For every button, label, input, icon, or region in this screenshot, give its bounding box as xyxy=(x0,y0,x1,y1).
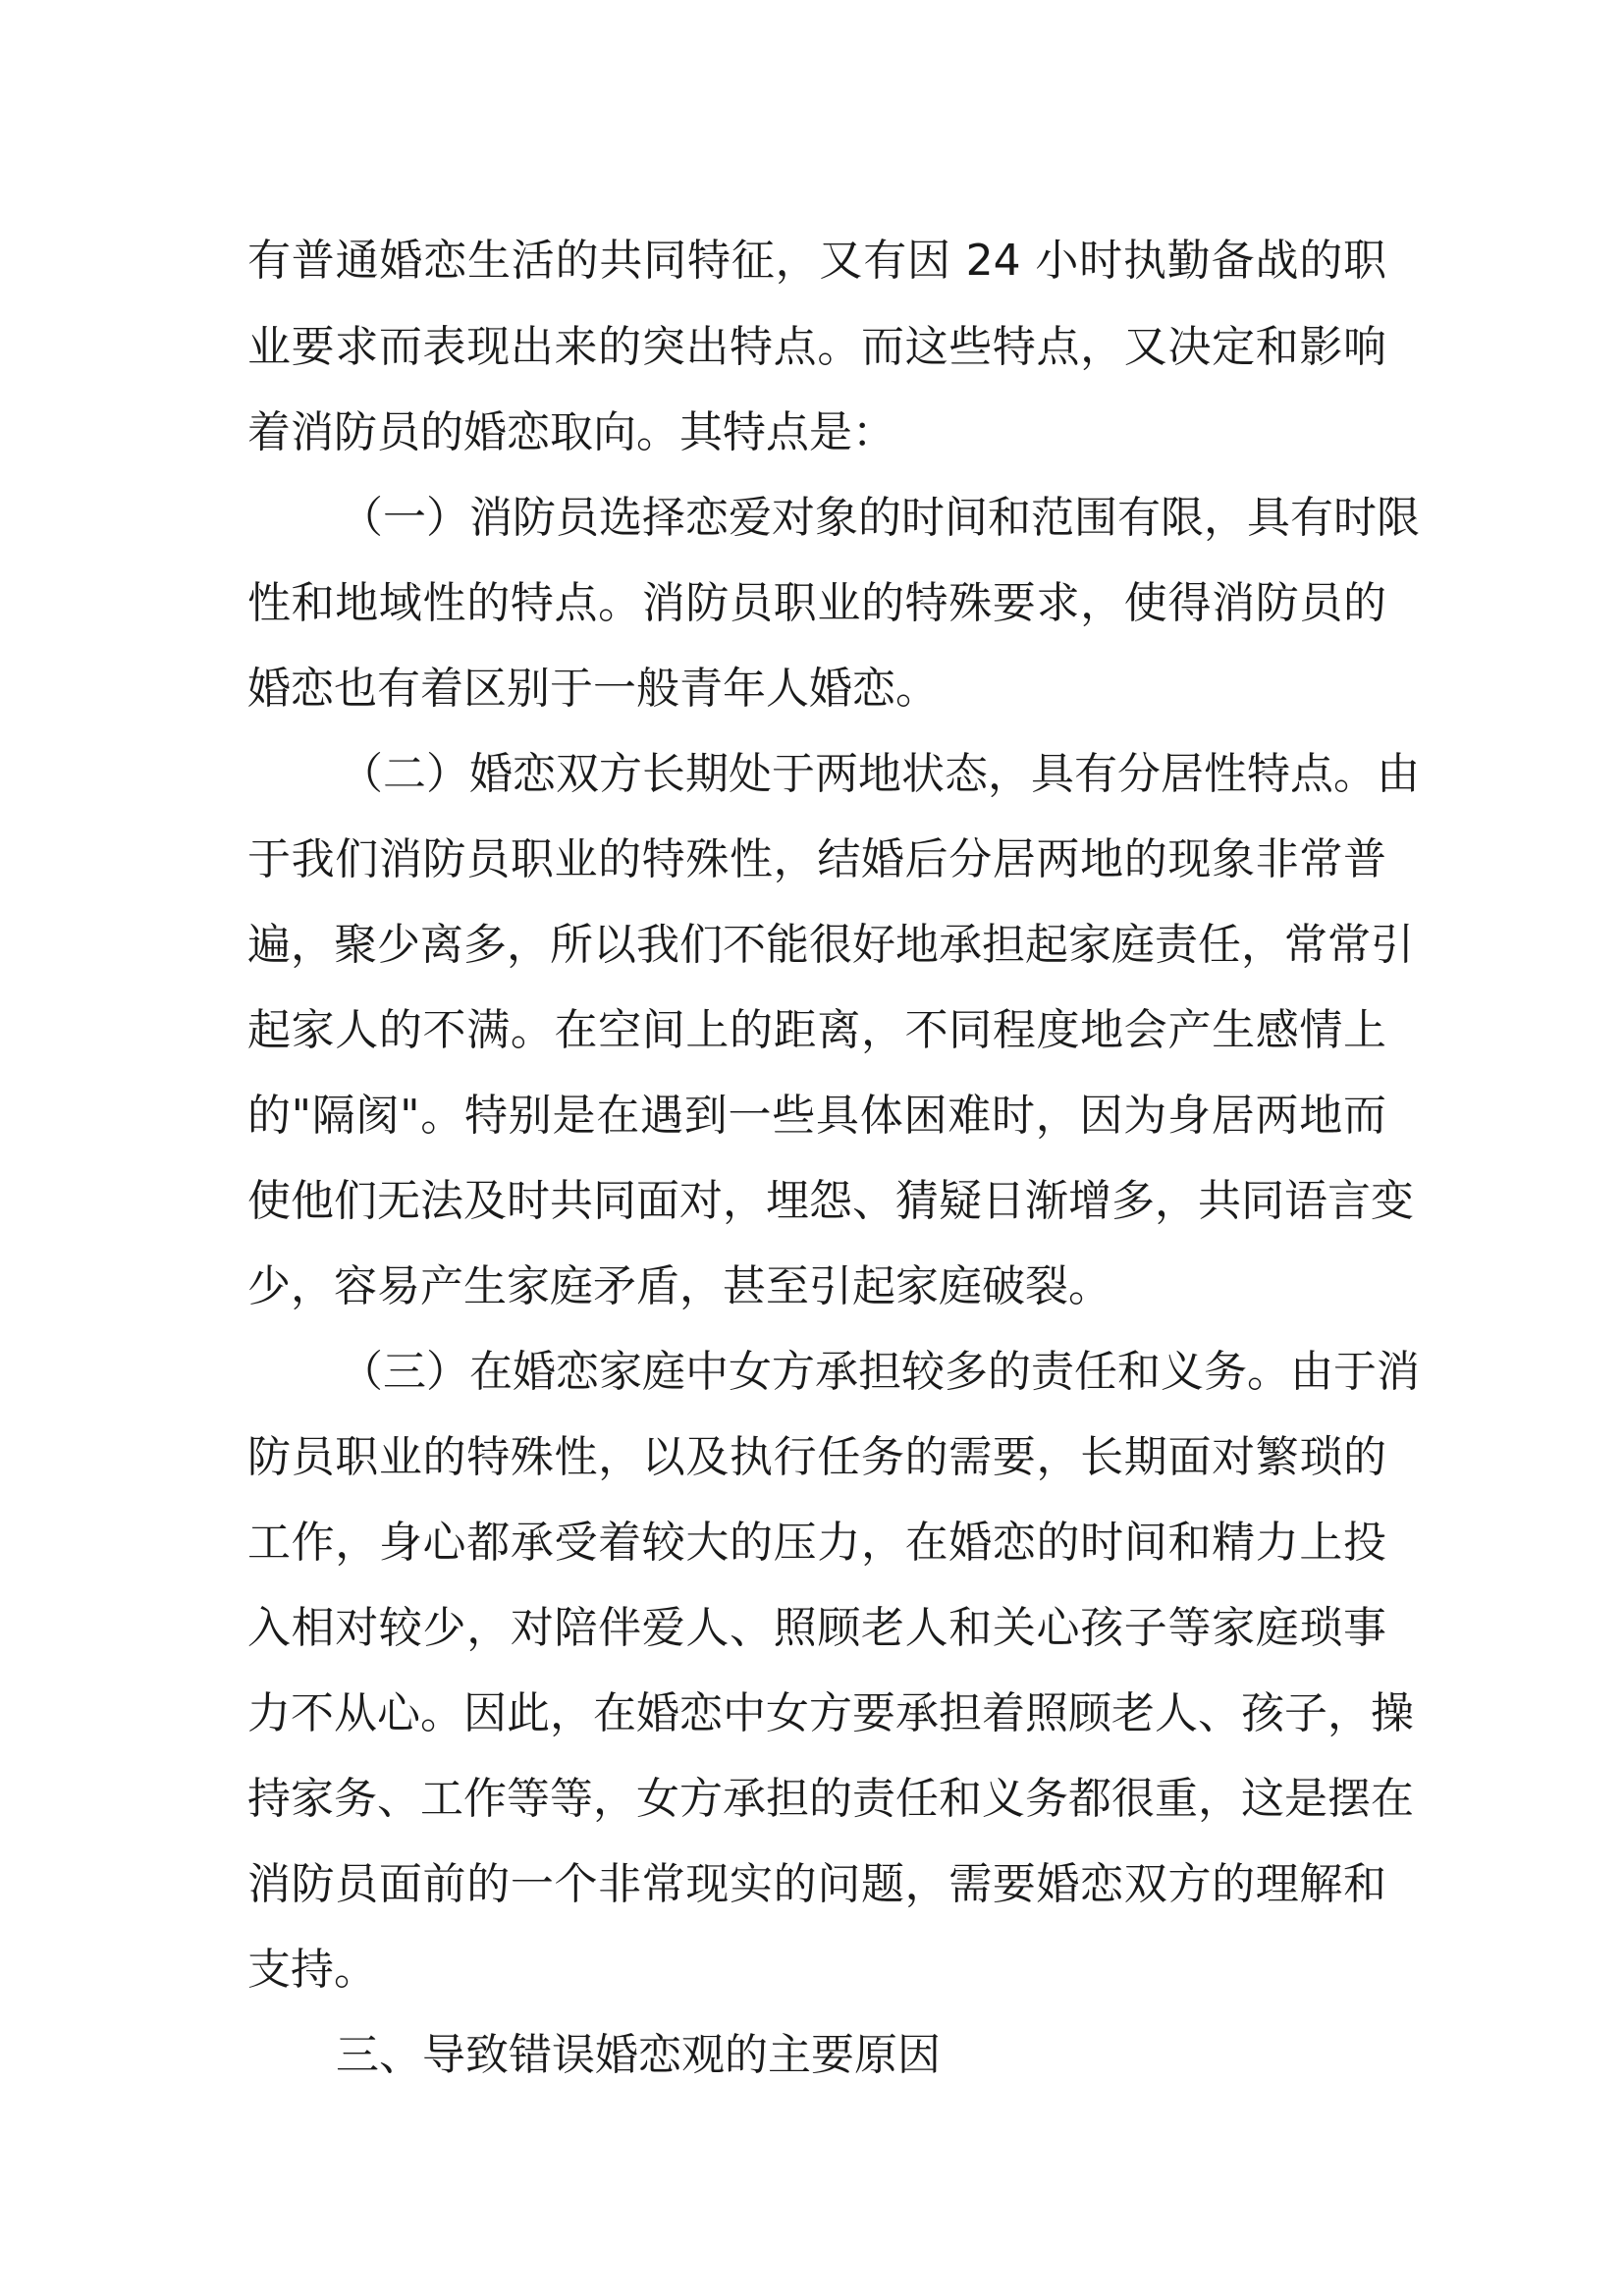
text-line: 持家务、工作等等，女方承担的责任和义务都很重，这是摆在 xyxy=(247,1774,1414,1824)
text-line: 工作，身心都承受着较大的压力，在婚恋的时间和精力上投 xyxy=(247,1518,1386,1568)
text-line: 入相对较少，对陪伴爱人、照顾老人和关心孩子等家庭琐事 xyxy=(247,1603,1386,1653)
text-line: 的"隔阂"。特别是在遇到一些具体困难时，因为身居两地而 xyxy=(247,1091,1386,1141)
text-line: 使他们无法及时共同面对，埋怨、猜疑日渐增多，共同语言变 xyxy=(247,1176,1414,1226)
text-line: （二）婚恋双方长期处于两地状态，具有分居性特点。由 xyxy=(340,749,1420,799)
text-line: 遍，聚少离多，所以我们不能很好地承担起家庭责任，常常引 xyxy=(247,920,1414,970)
text-line: 有普通婚恋生活的共同特征，又有因 24 小时执勤备战的职 xyxy=(247,236,1386,286)
text-line: 防员职业的特殊性，以及执行任务的需要，长期面对繁琐的 xyxy=(247,1432,1386,1482)
text-line: （一）消防员选择恋爱对象的时间和范围有限，具有时限 xyxy=(340,493,1420,543)
text-line: 着消防员的婚恋取向。其特点是： xyxy=(247,407,895,457)
text-line: 起家人的不满。在空间上的距离，不同程度地会产生感情上 xyxy=(247,1005,1386,1055)
text-line: 力不从心。因此，在婚恋中女方要承担着照顾老人、孩子，操 xyxy=(247,1688,1414,1738)
text-line: 婚恋也有着区别于一般青年人婚恋。 xyxy=(247,664,939,714)
text-line: 于我们消防员职业的特殊性，结婚后分居两地的现象非常普 xyxy=(247,834,1386,884)
text-line: （三）在婚恋家庭中女方承担较多的责任和义务。由于消 xyxy=(340,1347,1420,1397)
text-line: 少，容易产生家庭矛盾，甚至引起家庭破裂。 xyxy=(247,1261,1111,1311)
section-heading: 三、导致错误婚恋观的主要原因 xyxy=(336,2030,941,2080)
text-line: 消防员面前的一个非常现实的问题，需要婚恋双方的理解和 xyxy=(247,1859,1386,1909)
text-line: 支持。 xyxy=(247,1945,377,1995)
text-line: 业要求而表现出来的突出特点。而这些特点，又决定和影响 xyxy=(247,322,1386,372)
text-line: 性和地域性的特点。消防员职业的特殊要求，使得消防员的 xyxy=(247,578,1386,628)
